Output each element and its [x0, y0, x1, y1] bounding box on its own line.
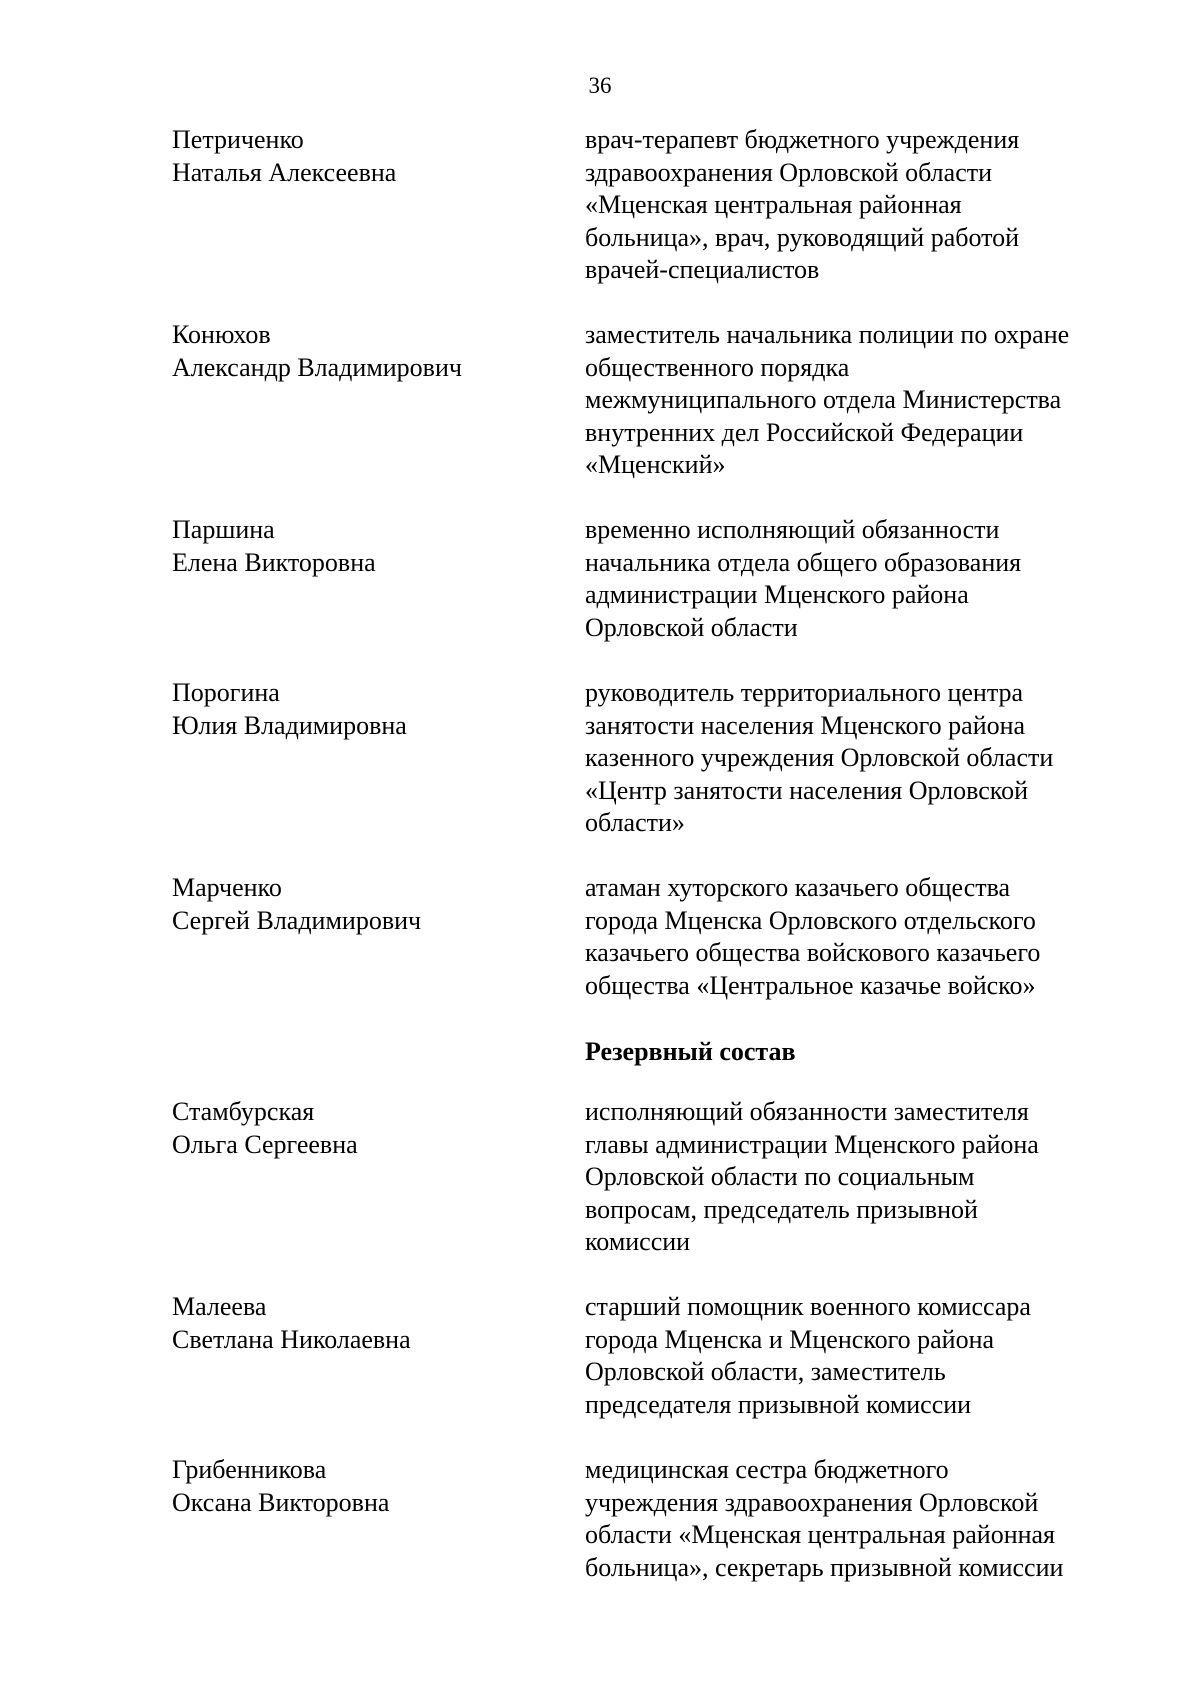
member-surname: Марченко: [172, 873, 282, 902]
member-given-names: Елена Викторовна: [172, 547, 376, 577]
position-line: врач-терапевт бюджетного учреждения: [585, 125, 1020, 154]
member-name: [172, 514, 572, 579]
position-line: города Мценска и Мценского района: [585, 1324, 995, 1354]
member-name: [172, 677, 572, 742]
member-name: [172, 319, 572, 384]
position-line: временно исполняющий обязанности: [585, 515, 1000, 544]
position-line: врачей-специалистов: [585, 255, 820, 285]
member-surname: Конюхов: [172, 320, 271, 349]
position-line: области»: [585, 808, 685, 838]
position-line: вопросам, председатель призывной: [585, 1194, 978, 1224]
position-line: больница», врач, руководящий работой: [585, 222, 1020, 252]
position-line: межмуниципального отдела Министерства: [585, 385, 1062, 415]
position-line: занятости населения Мценского района: [585, 710, 1026, 740]
position-line: медицинская сестра бюджетного: [585, 1455, 949, 1484]
position-line: старший помощник военного комиссара: [585, 1292, 1031, 1321]
page-number: 36: [588, 73, 612, 98]
position-line: Орловской области по социальным: [585, 1162, 975, 1192]
member-position: [585, 1291, 1145, 1421]
position-line: общественного порядка: [585, 352, 850, 382]
member-name: [172, 872, 572, 937]
position-line: председателя призывной комиссии: [585, 1389, 972, 1419]
position-line: казачьего общества войскового казачьего: [585, 938, 1041, 968]
position-line: Орловской области, заместитель: [585, 1357, 946, 1387]
position-line: администрации Мценского района: [585, 580, 969, 610]
member-given-names: Оксана Викторовна: [172, 1487, 390, 1517]
member-name: [172, 1454, 572, 1519]
position-line: заместитель начальника полиции по охране: [585, 320, 1070, 349]
member-name: [172, 124, 572, 189]
member-position: [585, 1454, 1145, 1584]
member-position: [585, 677, 1145, 840]
position-line: начальника отдела общего образования: [585, 547, 1022, 577]
position-line: «Центр занятости населения Орловской: [585, 775, 1029, 805]
member-given-names: Юлия Владимировна: [172, 710, 407, 740]
member-position: [585, 1096, 1145, 1259]
member-name: [172, 1291, 572, 1356]
position-line: области «Мценская центральная районная: [585, 1520, 1056, 1550]
position-line: учреждения здравоохранения Орловской: [585, 1487, 1039, 1517]
position-line: города Мценска Орловского отдельского: [585, 905, 1036, 935]
position-line: главы администрации Мценского района: [585, 1129, 1039, 1159]
member-given-names: Наталья Алексеевна: [172, 157, 397, 187]
member-given-names: Александр Владимирович: [172, 352, 462, 382]
member-position: [585, 872, 1145, 1002]
member-surname: Грибенникова: [172, 1455, 327, 1484]
member-surname: Стамбурская: [172, 1097, 315, 1126]
position-line: Орловской области: [585, 612, 798, 642]
reserve-section-heading: Резервный состав: [585, 1037, 796, 1066]
member-name: [172, 1096, 572, 1161]
member-surname: Малеева: [172, 1292, 267, 1321]
position-line: больница», секретарь призывной комиссии: [585, 1552, 1064, 1582]
position-line: руководитель территориального центра: [585, 678, 1024, 707]
position-line: исполняющий обязанности заместителя: [585, 1097, 1029, 1126]
position-line: атаман хуторского казачьего общества: [585, 873, 1011, 902]
position-line: «Мценская центральная районная: [585, 190, 962, 220]
member-surname: Порогина: [172, 678, 280, 707]
position-line: казенного учреждения Орловской области: [585, 743, 1054, 773]
position-line: общества «Центральное казачье войско»: [585, 970, 1036, 1000]
position-line: «Мценский»: [585, 450, 726, 480]
position-line: комиссии: [585, 1227, 691, 1257]
position-line: внутренних дел Российской Федерации: [585, 417, 1024, 447]
member-position: [585, 319, 1145, 482]
member-given-names: Ольга Сергеевна: [172, 1129, 358, 1159]
member-surname: Петриченко: [172, 125, 304, 154]
position-line: здравоохранения Орловской области: [585, 157, 993, 187]
member-position: [585, 124, 1145, 287]
member-given-names: Светлана Николаевна: [172, 1324, 411, 1354]
member-given-names: Сергей Владимирович: [172, 905, 422, 935]
member-position: [585, 514, 1145, 644]
member-surname: Паршина: [172, 515, 275, 544]
